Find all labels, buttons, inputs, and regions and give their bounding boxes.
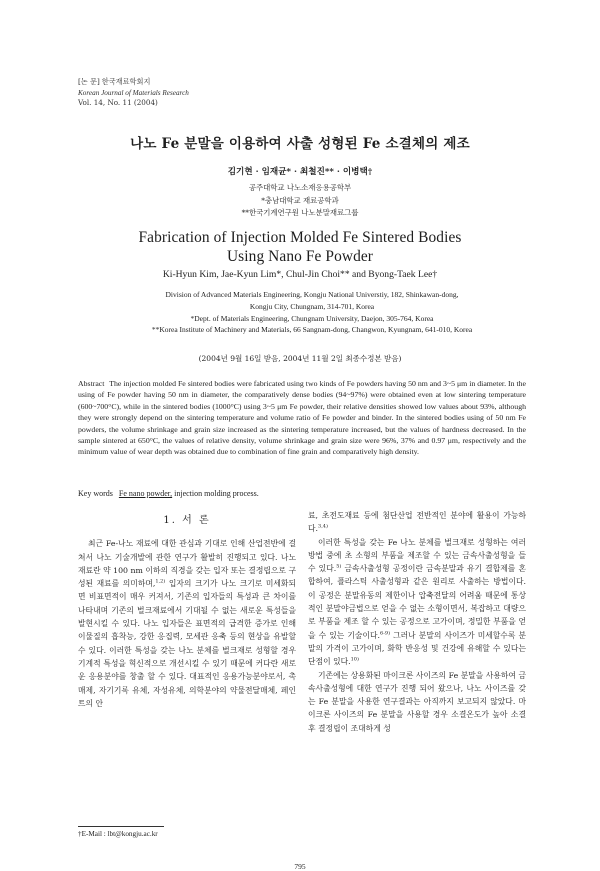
- intro-text-1b: 입자의 크기가 나노 크기로 미세화되면 비표면적이 매우 커져서, 기존의 입자들의 특성과 큰 차이를 나타내며 기존의 벌크재료에서 기대될 수 없는 새로운 특성들을 발현시킬 수 있다. 나노 입자들은 표면적의 급격한 증가로 인해 이물질의 흡착능, 강한 응집력, 모세관 응축 등의 현상을 유발할 수 있다. 이러한 특성을 갖는 나노 분체를 벌크재로 성형할 경우 기계적 특성을 혁신적으로 개선시킬 수 있기 때문에 커다란 새로운 응용분야를 창출 할 수 있다. 대표적인 응용가능분야로서, 촉매제, 자기기록 유체, 자성유체, 의학분야의 약물전달매체, 페인트의 안: [78, 579, 296, 708]
- citation-10: 10): [350, 656, 359, 663]
- intro-paragraph-continued: [308, 509, 526, 536]
- intro-text-2c: 그러나 분말의 사이즈가 미세할수록 분말의 가격이 고가이며, 화학 반응성 및 건강에 유해할 수 있다는 단점이 있다.: [308, 630, 526, 667]
- received-dates: (2004년 9월 16일 받음, 2004년 11월 2일 최종수정본 받음): [198, 354, 402, 363]
- abstract-label: Abstract: [78, 379, 105, 388]
- intro-paragraph-3: 기존에는 상용화된 마이크론 사이즈의 Fe 분말을 사용하여 금속사출성형에 대한 연구가 진행 되어 왔으나, 나노 사이즈를 갖는 Fe 분말을 사용한 연구결과는 아직까지 보고되지 않았다. 마이크론 사이즈의 Fe 분말을 사용할 경우 소결온도가 높아 소결 후 결정립이 조대하게 성: [308, 670, 526, 733]
- journal-header: [78, 77, 189, 109]
- affiliation-ko-2: *충남대학교 재료공학과: [261, 195, 339, 205]
- intro-text-1a: 최근 Fe-나노 재료에 대한 관심과 기대로 인해 산업전반에 걸쳐서 나노 기술개발에 관한 연구가 활발히 진행되고 있다. 나노 재료란 약 100 nm 이하의 직경을 갖는 입자 또는 결정립으로 구성된 재료를 의미하며,: [78, 539, 296, 589]
- affiliation-en-1: Division of Advanced Materials Engineering, Kongju National Universtiy, 182, Shinkawan-dong,: [165, 290, 459, 299]
- keyword-fe-nano-powder: Fe nano powder,: [118, 489, 173, 498]
- body-column-right: [308, 509, 526, 735]
- article-type-tag: [논 문]: [78, 77, 100, 86]
- affiliation-ko-1: 공주대학교 나노소재응용공학부: [248, 183, 352, 192]
- citation-1-2: 1,2): [155, 578, 166, 585]
- intro-text-2a: 이러한 특성을 갖는 Fe 나노 분체를 벌크재로 성형하는 여러 방법 중에 초 소형의 부품을 제조할 수 있는 금속사출성형을 들 수 있다.: [308, 537, 526, 574]
- citation-3-4: 3,4): [318, 523, 328, 530]
- abstract: [78, 378, 526, 458]
- citation-5: 5): [336, 563, 342, 570]
- title-korean: 나노 Fe 분말을 이용하여 사출 성형된 Fe 소결체의 제조: [130, 136, 470, 152]
- affiliation-en-4: **Korea Institute of Machinery and Materials, 66 Sangnam-dong, Changwon, Kyungnam, 641-010, Korea: [151, 325, 473, 335]
- footnote-email: †E-Mail : lbt@kongju.ac.kr: [78, 830, 158, 838]
- journal-name-ko: 한국재료학회지: [101, 77, 151, 86]
- citation-6-9: 6-9): [380, 630, 391, 637]
- authors-korean: 김기현 · 임재균* · 최철진** · 이병택†: [227, 167, 373, 177]
- footnote-rule: [78, 826, 164, 827]
- section-heading-introduction: 1. 서 론: [163, 515, 211, 526]
- affiliations-korean: [0, 182, 600, 220]
- keywords-rest: injection molding process.: [172, 489, 259, 498]
- intro-paragraph-2: [308, 536, 526, 669]
- title-english: [0, 229, 600, 266]
- intro-text-cont: 료, 초전도재료 등에 첨단산업 전반적인 분야에 활용이 가능하다.: [308, 511, 526, 534]
- keywords-label: Key words: [78, 489, 113, 498]
- affiliation-ko-3: **한국기계연구원 나노분말재료그룹: [241, 208, 359, 217]
- intro-paragraph-1: [78, 537, 296, 710]
- journal-volume: Vol. 14, No. 11 (2004): [78, 98, 158, 107]
- title-en-line-1: Fabrication of Injection Molded Fe Sintered Bodies: [138, 229, 462, 246]
- affiliations-english: [102, 289, 522, 336]
- page-number: 795: [294, 862, 306, 871]
- authors-english: Ki-Hyun Kim, Jae-Kyun Lim*, Chul-Jin Choi** and Byong-Taek Lee†: [162, 269, 438, 280]
- intro-text-2b: 금속사출성형 공정이란 금속분말과 유기 결합제를 혼합하여, 플라스틱 사출성형과 같은 원리로 사출하는 방법이다. 이 공정은 분말유동의 제한이나 압축전달의 어려움 때문에 통상적인 분말야금법으로 얻을 수 없는 소형이면서, 복잡하고 대량으로 부품을 제조 할 수 있는 공정으로 고가이며, 정밀한 부품을 얻을 수 있는 기술이다.: [308, 564, 526, 640]
- abstract-text: The injection molded Fe sintered bodies were fabricated using two kinds of Fe powders having 50 nm and 3~5 μm in diameter. In the using of Fe powder having 50 nm in diameter, the comparatively dense bodies (94~97%) were obtained even at low sintering temperature (600~700°C), while in the sintered bodies (1000°C) using 3~5 μm Fe powder, their relative densities showed low values about 93%, although they were strongly depend on the sintering temperature and volume ratio of Fe powder and binder. In the sintered bodies using of 50 nm Fe powders, the volume shrinkage and grain size increased as the sintering temperature increased, but the values of hardness decreased. In the sample sintered at 650°C, the values of relative density, volume shrinkage and grain size were 96%, 37% and 0.97 μm, respectively and the minimum value of wear depth was obtained due to combination of fine grain and comparatively high density.: [78, 379, 526, 457]
- affiliation-en-2: Kongju City, Chungnam, 314-701, Korea: [249, 301, 375, 311]
- keywords: [78, 489, 259, 498]
- title-en-line-2: Using Nano Fe Powder: [226, 247, 374, 265]
- body-column-left: [78, 509, 296, 710]
- journal-name-en: Korean Journal of Materials Research: [78, 88, 189, 97]
- affiliation-en-3: *Dept. of Materials Engineering, Chungnam University, Daejon, 305-764, Korea: [190, 313, 434, 323]
